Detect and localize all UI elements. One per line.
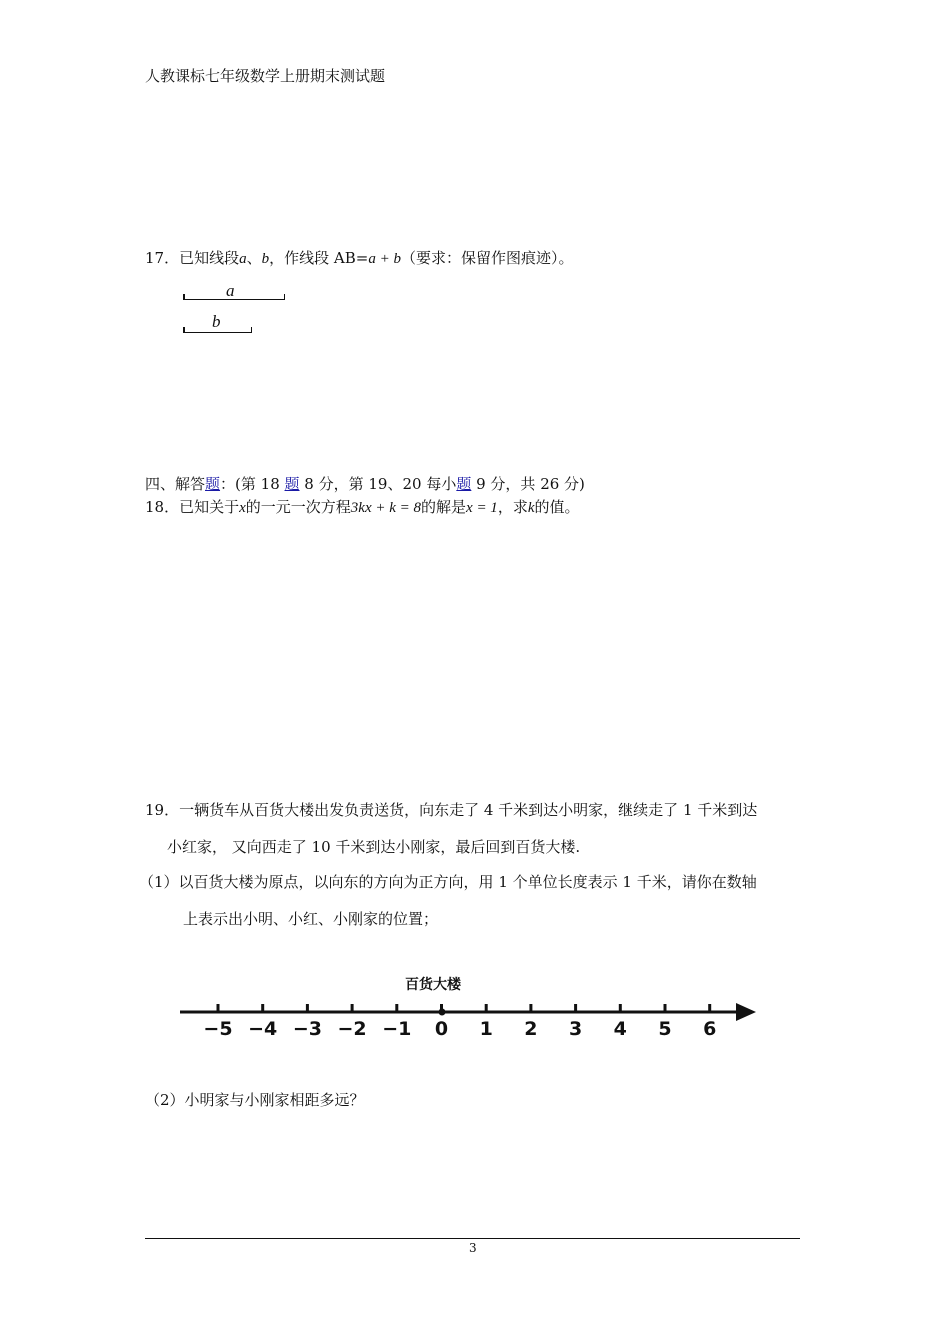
q18-text2: 的一元一次方程 [245, 498, 351, 516]
q18-equation: 3kx + k = 8 [350, 500, 422, 516]
q18-text1: 已知关于 [179, 498, 240, 516]
tick-label: −1 [382, 1018, 412, 1040]
q17-sep: 、 [246, 249, 262, 267]
section-4-mid1: ：(第 18 [220, 475, 285, 493]
question-17 [145, 248, 573, 269]
q18-text3: 的解是 [421, 498, 467, 516]
tick-label: −3 [292, 1018, 322, 1040]
tick-label: 6 [703, 1018, 717, 1040]
tick-label: 1 [479, 1018, 493, 1040]
q17-number: 17． [145, 249, 180, 267]
tick-label: −5 [203, 1018, 233, 1040]
number-line-arrow-icon [736, 1003, 756, 1021]
q17-var-b: b [261, 251, 270, 267]
tick-label: 3 [568, 1018, 583, 1040]
q17-text1: 已知线段 [179, 249, 240, 267]
tick-label: 4 [613, 1018, 627, 1040]
question-18 [145, 497, 580, 518]
segment-a-label: a [226, 281, 235, 300]
q18-var-x: x [239, 500, 246, 516]
section-4-link-3[interactable]: 题 [456, 475, 472, 493]
tick-label: −4 [248, 1018, 278, 1040]
section-4-lead: 四、解答 [145, 475, 206, 493]
q17-var-a: a [239, 251, 247, 267]
q18-solution: x = 1 [466, 500, 498, 516]
q17-expr: a + b [368, 251, 401, 267]
q18-text4: ，求 [497, 498, 528, 516]
q17-text2: ，作线段 AB= [269, 249, 369, 267]
q19-part2: （2）小明家与小刚家相距多远？ [145, 1091, 365, 1109]
tick-label: 5 [658, 1018, 672, 1040]
q18-number: 18． [145, 498, 180, 516]
segment-b-label: b [212, 312, 221, 331]
section-4-link-1[interactable]: 题 [205, 475, 221, 493]
section-4-heading [145, 474, 585, 494]
q19-line-2: 小红家， 又向西走了 10 千米到达小刚家，最后回到百货大楼. [167, 838, 581, 856]
footer-rule [145, 1238, 800, 1239]
q19-part1-line-2: 上表示出小明、小红、小刚家的位置； [183, 910, 439, 928]
tick-label: 0 [434, 1018, 449, 1040]
page-number: 3 [469, 1241, 477, 1255]
q18-var-k: k [527, 500, 535, 516]
section-4-mid2: 8 分，第 19、20 每小 [299, 475, 457, 493]
section-4-link-2[interactable]: 题 [284, 475, 300, 493]
origin-label: 百货大楼 [405, 977, 461, 993]
q19-part1-line-1: （1）以百货大楼为原点，以向东的方向为正方向，用 1 个单位长度表示 1 千米，请你在数轴 [139, 873, 757, 891]
tick-label: −2 [337, 1018, 367, 1040]
q17-text3: （要求：保留作图痕迹）。 [400, 249, 574, 267]
page-header-title: 人教课标七年级数学上册期末测试题 [145, 67, 386, 85]
q19-line-1: 19．一辆货车从百货大楼出发负责送货，向东走了 4 千米到达小明家，继续走了 1 千米到达 [145, 801, 758, 819]
section-4-tail: 9 分，共 26 分) [471, 475, 585, 493]
tick-label: 2 [524, 1018, 538, 1040]
number-line [0, 995, 950, 1055]
q18-text5: 的值。 [534, 498, 580, 516]
